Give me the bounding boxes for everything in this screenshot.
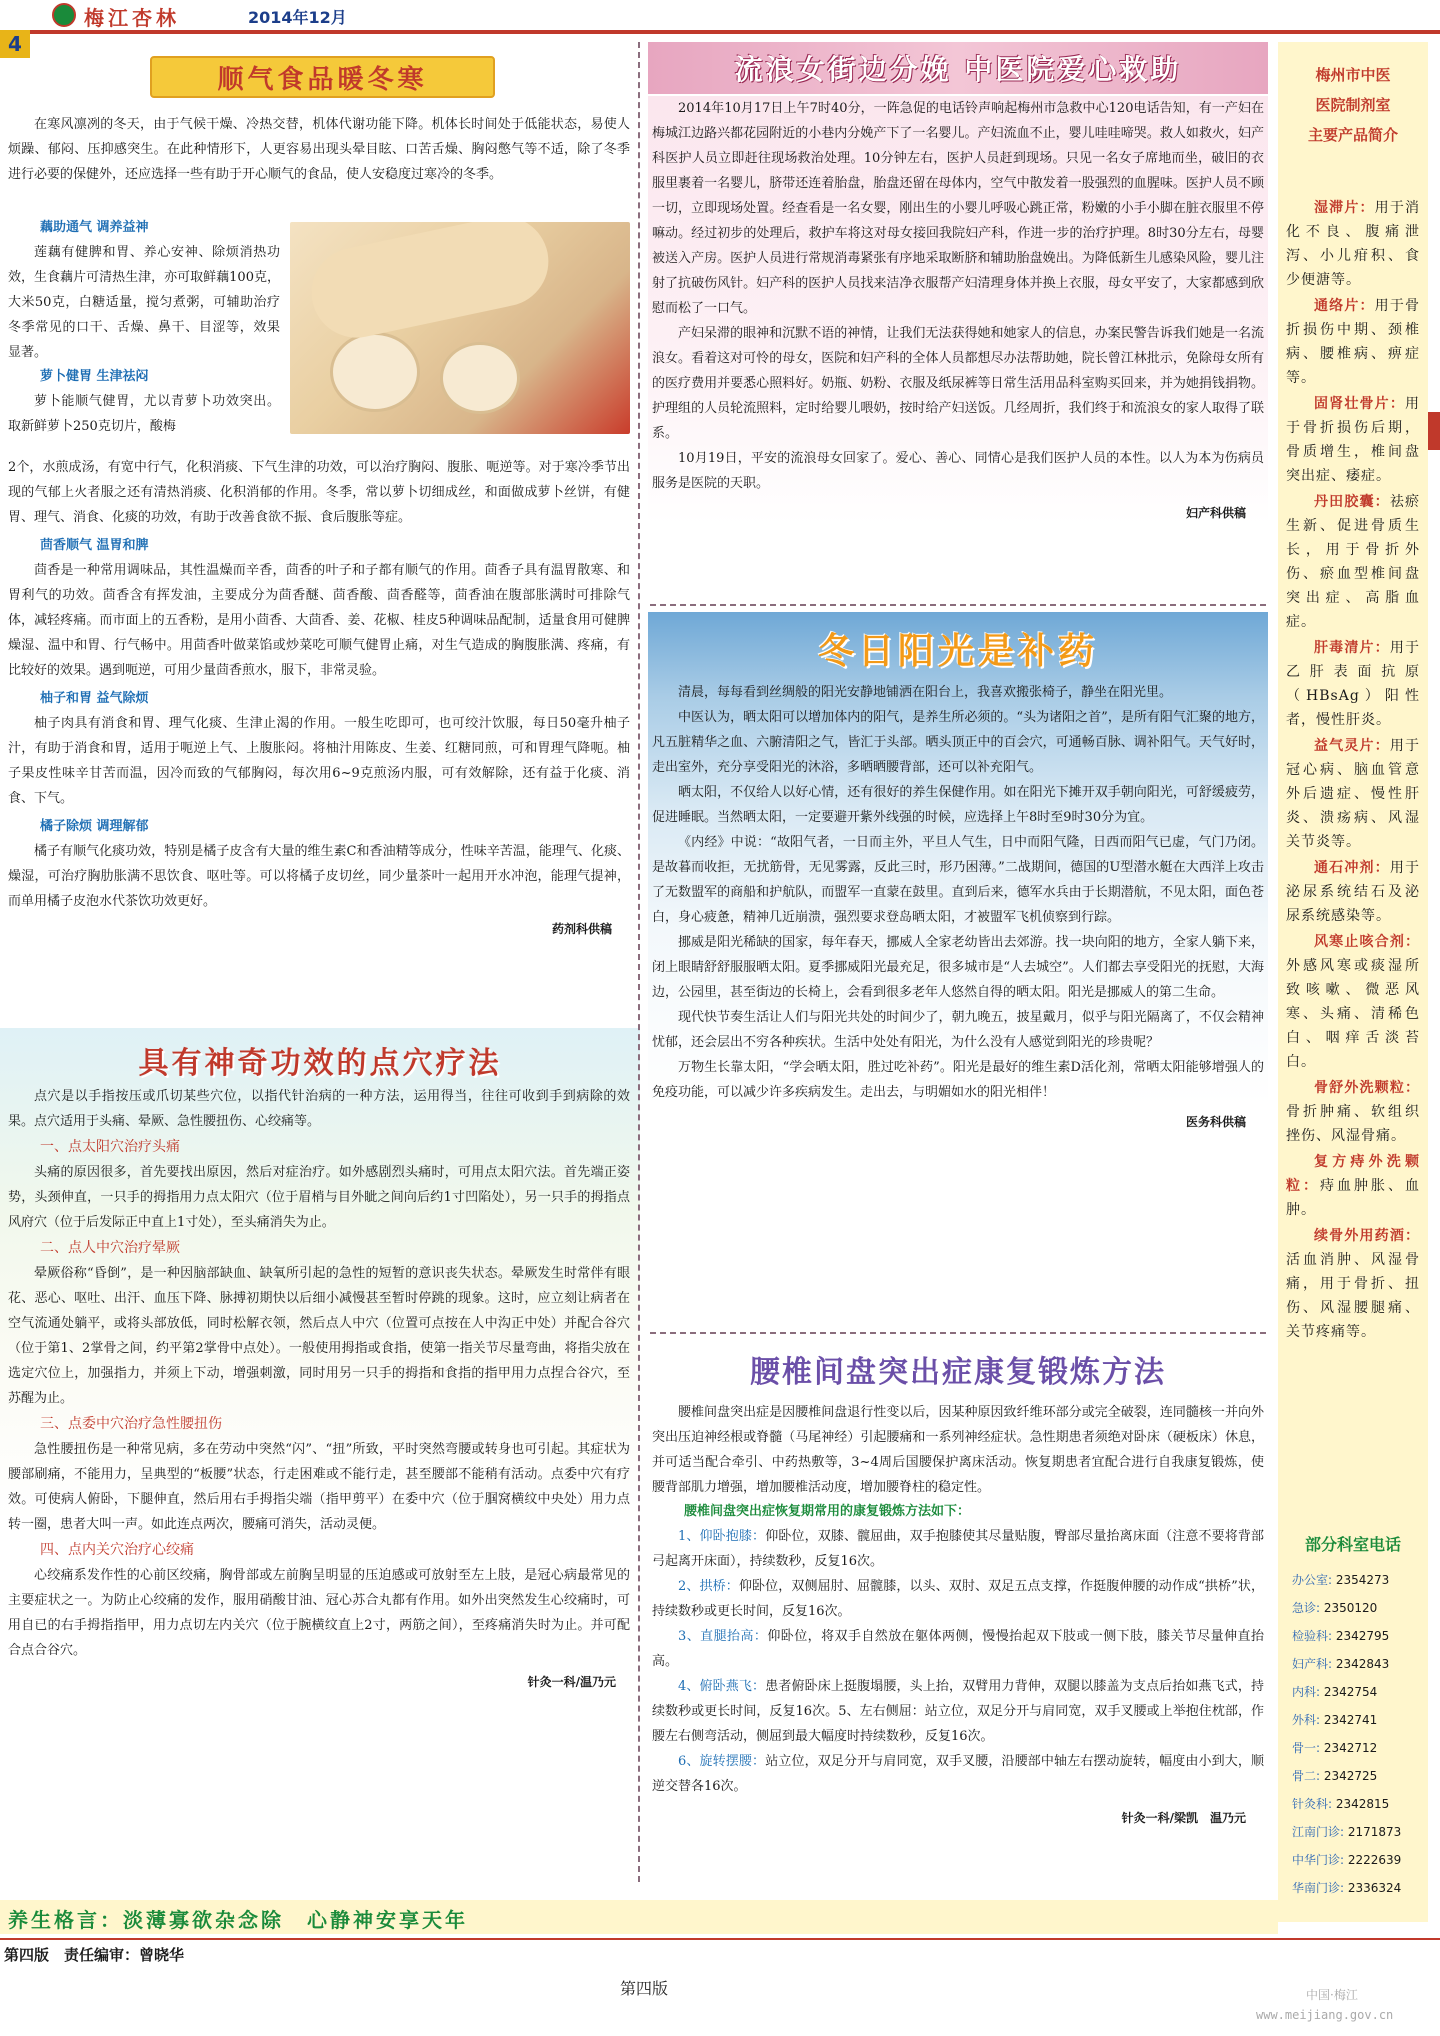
product-name: 续骨外用药酒： bbox=[1314, 1228, 1420, 1244]
phone-dept: 江南门诊: bbox=[1292, 1825, 1345, 1839]
product-desc: 用于消化不良、腹痛泄泻、小儿疳积、食少便溏等。 bbox=[1286, 200, 1421, 288]
footer-rule bbox=[0, 1938, 1440, 1940]
article3-credit: 妇产科供稿 bbox=[1185, 506, 1246, 520]
watermark-line2: www.meijiang.gov.cn bbox=[1256, 2008, 1394, 2022]
phone-number: 2342815 bbox=[1332, 1797, 1390, 1811]
article1-s3-body: 茴香是一种常用调味品，其性温燥而辛香，茴香的叶子和子都有顺气的作用。茴香子具有温胃散寒、和胃利气的功效。茴香含有挥发油，主要成分为茴香醚、茴香酸、茴香醛等，茴香油在腹部胀满时可排除气体，减轻疼痛。而市面上的五香粉，是用小茴香、大茴香、姜、花椒、桂皮5种调味品配制，适量食用可健脾燥湿、温中和胃、行气畅中。用茴香叶做菜馅或炒菜吃可顺气健胃止痛，对生气造成的胸腹胀满、疼痛，有比较好的效果。遇到呃逆，可用少量茴香煎水，服下，非常灵验。 bbox=[8, 563, 630, 678]
product-item bbox=[1286, 856, 1420, 928]
product-item bbox=[1286, 1150, 1420, 1222]
phone-dept: 外科: bbox=[1292, 1713, 1321, 1727]
article5-body bbox=[652, 1400, 1264, 1829]
phone-number: 2171873 bbox=[1344, 1825, 1402, 1839]
article1-s4-body: 柚子肉具有消食和胃、理气化痰、生津止渴的作用。一般生吃即可，也可绞汁饮服，每日50毫升柚子汁，有助于消食和胃，适用于呃逆上气、上腹胀闷。将柚汁用陈皮、生姜、红糖同煎，可和胃理气降呃。柚子果皮性味辛甘苦而温，因冷而致的气郁胸闷，每次用6~9克煎汤内服，可有效解除，还有益于化痰、消食、下气。 bbox=[8, 716, 630, 806]
product-name: 益气灵片： bbox=[1314, 738, 1390, 754]
product-item bbox=[1286, 490, 1420, 634]
phone-number: 2342754 bbox=[1320, 1685, 1378, 1699]
product-list bbox=[1278, 150, 1428, 1344]
article4-separator bbox=[650, 1332, 1266, 1334]
product-item bbox=[1286, 196, 1420, 292]
lotus-slice-icon bbox=[440, 342, 520, 414]
article1-sub1: 藕助通气 调养益神 bbox=[40, 220, 149, 235]
phone-row bbox=[1292, 1762, 1422, 1790]
phone-number: 2336324 bbox=[1344, 1881, 1402, 1895]
product-desc: 用于泌尿系统结石及泌尿系统感染等。 bbox=[1286, 860, 1421, 924]
product-desc: 骨折肿痛、软组织挫伤、风湿骨痛。 bbox=[1286, 1104, 1420, 1144]
product-name: 湿滞片： bbox=[1314, 200, 1375, 216]
motto-bar bbox=[0, 1900, 1278, 1934]
article1-sub3: 茴香顺气 温胃和脾 bbox=[40, 538, 149, 553]
article3-p2: 产妇呆滞的眼神和沉默不语的神情，让我们无法获得她和她家人的信息，办案民警告诉我们她是一名流浪女。看着这对可怜的母女，医院和妇产科的全体人员都想尽办法帮助她，院长曾江林批示，免除母女所有的医疗费用并要悉心照料好。奶瓶、奶粉、衣服及纸尿裤等日常生活用品科室购买回来，并为她捐钱捐物。护理组的人员轮流照料，定时给婴儿喂奶，按时给产妇送饭。几经周折，我们终于和流浪女的家人取得了联系。 bbox=[652, 326, 1264, 441]
product-sidebar bbox=[1278, 42, 1428, 1922]
product-name: 通络片： bbox=[1314, 298, 1375, 314]
phone-row bbox=[1292, 1678, 1422, 1706]
phone-row bbox=[1292, 1622, 1422, 1650]
article1-sub2: 萝卜健胃 生津祛闷 bbox=[40, 369, 149, 384]
phone-number: 2342843 bbox=[1332, 1657, 1390, 1671]
phone-number: 2354273 bbox=[1332, 1573, 1390, 1587]
product-item bbox=[1286, 734, 1420, 854]
product-desc: 祛瘀生新、促进骨质生长，用于骨折外伤、瘀血型椎间盘突出症、高脂血症。 bbox=[1286, 494, 1421, 630]
article3-banner bbox=[648, 42, 1268, 94]
article5-credit: 针灸一科/梁凯 温乃元 bbox=[1121, 1811, 1246, 1825]
phone-number: 2350120 bbox=[1320, 1601, 1378, 1615]
phone-dept: 骨一: bbox=[1292, 1741, 1321, 1755]
product-desc: 用于冠心病、脑血管意外后遗症、慢性肝炎、溃疡病、风湿关节炎等。 bbox=[1286, 738, 1421, 850]
product-name: 肝毒清片： bbox=[1314, 640, 1390, 656]
article3-separator bbox=[650, 604, 1266, 606]
phone-dept: 针灸科: bbox=[1292, 1797, 1333, 1811]
side-tab-marker bbox=[1428, 412, 1440, 450]
phone-dept: 妇产科: bbox=[1292, 1657, 1333, 1671]
phone-row bbox=[1292, 1706, 1422, 1734]
product-item bbox=[1286, 636, 1420, 732]
hospital-logo-icon bbox=[52, 3, 76, 27]
article4-title: 冬日阳光是补药 bbox=[817, 629, 1098, 672]
article2-h3: 三、点委中穴治疗急性腰扭伤 bbox=[40, 1416, 222, 1432]
product-name: 风寒止咳合剂： bbox=[1314, 934, 1420, 950]
article1-body2 bbox=[8, 455, 630, 940]
product-name: 复方痔外洗颗粒： bbox=[1286, 1154, 1420, 1194]
issue-date: 2014年12月 bbox=[248, 8, 347, 27]
phone-dept: 骨二: bbox=[1292, 1769, 1321, 1783]
phone-dept: 检验科: bbox=[1292, 1629, 1333, 1643]
article2-p2: 晕厥俗称“昏倒”，是一种因脑部缺血、缺氧所引起的急性的短暂的意识丧失状态。晕厥发生时常伴有眼花、恶心、呕吐、出汗、血压下降、脉搏初期快以后细小减慢甚至暂时停跳的现象。这时，应立刻让病者在空气流通处躺平，或将头部放低，同时松解衣领，然后点人中穴（位置可点按在人中沟正中处）并配合谷穴（位于第1、2掌骨之间，约平第2掌骨中点处）。一般使用拇指或食指，使第一指关节尽量弯曲，将指尖放在选定穴位上，加强指力，并须上下动，增强刺激，同时用另一只手的拇指和食指的指甲用力点捏合谷穴，至苏醒为止。 bbox=[8, 1266, 630, 1406]
article5-p1: 腰椎间盘突出症是因腰椎间盘退行性变以后，因某种原因致纤维环部分或完全破裂，连同髓核一并向外突出压迫神经根或脊髓（马尾神经）引起腰痛和一系列神经症状。急性期患者须绝对卧床（硬板床）休息，并可适当配合牵引、中药热敷等，3~4周后国腰保护离床活动。恢复期患者宜配合进行自我康复锻炼，使腰背部肌力增强，增加腰椎活动度，增加腰脊柱的稳定性。 bbox=[652, 1405, 1264, 1495]
phone-row bbox=[1292, 1790, 1422, 1818]
article5-ex4: 4、俯卧燕飞：患者俯卧床上挺腹塌腰，头上抬，双臂用力背伸，双腿以膝盖为支点后抬如燕飞式，持续数秒或更长时间，反复16次。5、左右侧屈：站立位，双足分开与肩同宽，双手叉腰或上举抱住枕部，作腰左右侧弯活动，侧屈到最大幅度时持续数秒，反复16次。 bbox=[652, 1679, 1264, 1744]
sidebar-org1: 梅州市中医 bbox=[1315, 66, 1391, 84]
article2-box bbox=[0, 1028, 640, 1850]
phone-dept: 急诊: bbox=[1292, 1601, 1321, 1615]
product-desc: 痔血肿胀、血肿。 bbox=[1286, 1178, 1420, 1218]
product-desc: 用于骨折损伤后期，骨质增生，椎间盘突出症、痿症。 bbox=[1286, 396, 1420, 484]
article1-sub4: 柚子和胃 益气除烦 bbox=[40, 691, 149, 706]
article1-body bbox=[8, 112, 630, 187]
column-divider bbox=[638, 42, 640, 1882]
article5-ex1: 1、仰卧抱膝：仰卧位，双膝、髋屈曲，双手抱膝使其尽量贴腹，臀部尽量抬离床面（注意不要将背部弓起离开床面），持续数秒，反复16次。 bbox=[652, 1529, 1264, 1569]
article5-box bbox=[648, 1340, 1268, 1880]
article4-p7: 万物生长靠太阳，“学会晒太阳，胜过吃补药”。阳光是最好的维生素D活化剂，常晒太阳能够增强人的免疫功能，可以减少许多疾病发生。走出去，与明媚如水的阳光相伴！ bbox=[652, 1060, 1264, 1100]
article2-h2: 二、点人中穴治疗晕厥 bbox=[40, 1240, 180, 1256]
lotus-slice-icon bbox=[330, 332, 420, 412]
product-name: 骨舒外洗颗粒： bbox=[1314, 1080, 1420, 1096]
phone-row bbox=[1292, 1874, 1422, 1902]
article3-body bbox=[648, 96, 1268, 524]
phone-number: 2342795 bbox=[1332, 1629, 1390, 1643]
article1-s2-body-a: 萝卜能顺气健胃，尤以青萝卜功效突出。取新鲜萝卜250克切片，酸梅 bbox=[8, 394, 280, 434]
edition-line: 第四版 责任编审：曾晓华 bbox=[4, 1946, 185, 1964]
article2-credit: 针灸一科/温乃元 bbox=[527, 1675, 616, 1689]
watermark-line1: 中国·梅江 bbox=[1306, 1988, 1358, 2002]
page-number-badge: 4 bbox=[0, 30, 30, 58]
phone-dept: 中华门诊: bbox=[1292, 1853, 1345, 1867]
phone-row bbox=[1292, 1846, 1422, 1874]
sidebar-heading: 主要产品简介 bbox=[1307, 126, 1398, 144]
product-item bbox=[1286, 930, 1420, 1074]
phone-number: 2342741 bbox=[1320, 1713, 1378, 1727]
phone-row bbox=[1292, 1818, 1422, 1846]
article1-intro: 在寒风凛冽的冬天，由于气候干燥、冷热交替，机体代谢功能下降。机体长时间处于低能状态，易使人烦躁、郁闷、压抑感突生。在此种情形下，人更容易出现头晕目眩、口苦舌燥、胸闷憋气等不适，除了冬季进行必要的保健外，还应选择一些有助于开心顺气的食品，使人安稳度过寒冷的冬季。 bbox=[8, 117, 630, 182]
article3-title: 流浪女街边分娩 中医院爱心救助 bbox=[734, 53, 1182, 86]
phone-number: 2222639 bbox=[1344, 1853, 1402, 1867]
article3-p1: 2014年10月17日上午7时40分，一阵急促的电话铃声响起梅州市急救中心120电话告知，有一产妇在梅城江边路兴都花园附近的小巷内分娩产下了一名婴儿。产妇流血不止，婴儿哇哇啼哭。救人如救火，妇产科医护人员立即赶往现场救治处理。10分钟左右，医护人员赶到现场。只见一名女子席地而坐，破旧的衣服里裹着一名婴儿，脐带还连着胎盘，胎盘还留在母体内，空气中散发着一股强烈的血腥味。医护人员不顾一切，立即现场处置。经查看是一名女婴，刚出生的小婴儿呼吸心跳正常，粉嫩的小手小脚在脏衣服里不停嘛动。经过初步的处理后，救护车将这对母女接回我院妇产科，作进一步的治疗护理。8时30分左右，母婴被送入产房。医护人员进行常规消毒紧张有序地采取断脐和辅助胎盘娩出。为降低新生儿感染风险，婴儿注射了抗破伤风针。妇产科的医护人员找来洁净衣服帮产妇清理身体并换上衣服，母女平安了，大家都感到欣慰而松了一口气。 bbox=[652, 101, 1264, 316]
article1-credit: 药剂科供稿 bbox=[551, 922, 612, 936]
phone-row bbox=[1292, 1650, 1422, 1678]
masthead: 梅江杏林 bbox=[84, 6, 180, 30]
article1-sub5: 橘子除烦 调理解郁 bbox=[40, 819, 149, 834]
product-item bbox=[1286, 294, 1420, 390]
article4-p4: 《内经》中说：“故阳气者，一日而主外，平旦人气生，日中而阳气隆，日西而阳气已虚，气门乃闭。是故暮而收拒，无扰筋骨，无见雾露，反此三时，形乃困薄。”二战期间，德国的U型潜水艇在大西洋上攻击了无数盟军的商船和护航队，而盟军一直蒙在鼓里。直到后来，德军水兵由于长期潜航，不见太阳，面色苍白，身心疲惫，精神几近崩溃，强烈要求登岛晒太阳，才被盟军飞机侦察到行踪。 bbox=[652, 835, 1264, 925]
header-bar bbox=[0, 0, 1440, 30]
product-name: 固肾壮骨片： bbox=[1314, 396, 1405, 412]
article2-h1: 一、点太阳穴治疗头痛 bbox=[40, 1139, 180, 1155]
article1-s1-body: 莲藕有健脾和胃、养心安神、除烦消热功效，生食藕片可清热生津，亦可取鲜藕100克，大米50克，白糖适量，搅匀煮粥，可辅助治疗冬季常见的口干、舌燥、鼻干、目涩等，效果显著。 bbox=[8, 245, 280, 360]
article3-p3: 10月19日，平安的流浪母女回家了。爱心、善心、同情心是我们医护人员的本性。以人为本为伤病员服务是医院的天职。 bbox=[652, 451, 1264, 491]
article2-h4: 四、点内关穴治疗心绞痛 bbox=[40, 1542, 194, 1558]
phone-dept: 内科: bbox=[1292, 1685, 1321, 1699]
article5-sub: 腰椎间盘突出症恢复期常用的康复锻炼方法如下： bbox=[684, 1504, 971, 1519]
article4-p6: 现代快节奏生活让人们与阳光共处的时间少了，朝九晚五，披星戴月，似乎与阳光隔离了，不仅会精神忧郁，还会层出不穷各种疾状。生活中处处有阳光，为什么没有人感觉到阳光的珍贵呢？ bbox=[652, 1010, 1264, 1050]
article2-body bbox=[8, 1084, 630, 1693]
article1-s2-body-b: 2个，水煎成汤，有宽中行气，化积消痰、下气生津的功效，可以治疗胸闷、腹胀、呃逆等。对于寒冷季节出现的气郁上火者服之还有清热消痰、化积消郁的作用。冬季，常以萝卜切细成丝，和面做成萝卜丝饼，有健胃、理气、消食、化痰的功效，有助于改善食欲不振、食后腹胀等症。 bbox=[8, 460, 630, 525]
phone-number: 2342712 bbox=[1320, 1741, 1378, 1755]
product-desc: 用于乙肝表面抗原（HBsAg）阳性者，慢性肝炎。 bbox=[1286, 640, 1421, 728]
article1-col bbox=[8, 216, 280, 439]
phone-title: 部分科室电话 bbox=[1304, 1535, 1401, 1554]
product-name: 通石冲剂： bbox=[1314, 860, 1390, 876]
article2-title: 具有神奇功效的点穴疗法 bbox=[138, 1046, 502, 1081]
lotus-root-photo bbox=[290, 222, 630, 434]
phone-row bbox=[1292, 1566, 1422, 1594]
page-label: 第四版 bbox=[620, 1979, 669, 1998]
article4-box bbox=[648, 612, 1268, 1316]
phone-number: 2342725 bbox=[1320, 1769, 1378, 1783]
article1-s5-body: 橘子有顺气化痰功效，特别是橘子皮含有大量的维生素C和香油精等成分，性味辛苦温，能理气、化痰、燥湿，可治疗胸肋胀满不思饮食、呕吐等。可以将橘子皮切丝，同少量茶叶一起用开水冲泡，能理气提神，而单用橘子皮泡水代茶饮功效更好。 bbox=[8, 844, 630, 909]
article4-p2: 中医认为，晒太阳可以增加体内的阳气，是养生所必须的。“头为诸阳之首”，是所有阳气汇聚的地方，凡五脏精华之血、六腑清阳之气，皆汇于头部。晒头顶正中的百会穴，可通畅百脉、调补阳气。天气好时，走出室外，充分享受阳光的沐浴，多晒晒腰背部，还可以补充阳气。 bbox=[652, 710, 1264, 775]
product-desc: 活血消肿、风湿骨痛，用于骨折、扭伤、风湿腰腿痛、关节疼痛等。 bbox=[1286, 1252, 1420, 1340]
article5-ex2: 2、拱桥：仰卧位，双侧屈肘、屈髋膝，以头、双肘、双足五点支撑，作挺腹伸腰的动作成“拱桥”状，持续数秒或更长时间，反复16次。 bbox=[652, 1579, 1264, 1619]
product-desc: 用于骨折损伤中期、颈椎病、腰椎病、痹症等。 bbox=[1286, 298, 1421, 386]
article4-p1: 清晨，每每看到丝绸般的阳光安静地铺洒在阳台上，我喜欢搬张椅子，静坐在阳光里。 bbox=[678, 685, 1173, 700]
article4-body bbox=[652, 680, 1264, 1133]
phone-dept: 华南门诊: bbox=[1292, 1881, 1345, 1895]
product-desc: 外感风寒或痰湿所致咳嗽、微恶风寒、头痛、清稀色白、咽痒舌淡苔白。 bbox=[1286, 958, 1420, 1070]
product-item bbox=[1286, 392, 1420, 488]
sidebar-org2: 医院制剂室 bbox=[1315, 96, 1391, 114]
phone-row bbox=[1292, 1594, 1422, 1622]
article5-title: 腰椎间盘突出症康复锻炼方法 bbox=[750, 1355, 1166, 1390]
phone-dept: 办公室: bbox=[1292, 1573, 1333, 1587]
motto: 养生格言：淡薄寡欲杂念除 心静神安享天年 bbox=[8, 1908, 468, 1932]
article5-ex6: 6、旋转摆腰：站立位，双足分开与肩同宽，双手叉腰，沿腰部中轴左右摆动旋转，幅度由小到大，顺逆交替各16次。 bbox=[652, 1754, 1264, 1794]
article5-ex3: 3、直腿抬高：仰卧位，将双手自然放在躯体两侧，慢慢抬起双下肢或一侧下肢，膝关节尽量伸直抬高。 bbox=[652, 1629, 1264, 1669]
article2-intro: 点穴是以手指按压或爪切某些穴位，以指代针治病的一种方法，运用得当，往往可收到手到病除的效果。点穴适用于头痛、晕厥、急性腰扭伤、心绞痛等。 bbox=[8, 1089, 630, 1129]
phone-row bbox=[1292, 1734, 1422, 1762]
header-rule bbox=[0, 30, 1440, 34]
article1-title: 顺气食品暖冬寒 bbox=[150, 56, 495, 98]
article2-p4: 心绞痛系发作性的心前区绞痛，胸骨部或左前胸呈明显的压迫感或可放射至左上肢，是冠心病最常见的主要症状之一。为防止心绞痛的发作，服用硝酸甘油、冠心苏合丸都有作用。如外出突然发生心绞痛时，可用自已的右手拇指指甲，用力点切左内关穴（位于腕横纹直上2寸，两筋之间），至疼痛消失时为止。并可配合点合谷穴。 bbox=[8, 1568, 630, 1658]
article4-p3: 晒太阳，不仅给人以好心情，还有很好的养生保健作用。如在阳光下摊开双手朝向阳光，可舒缓疲劳，促进睡眠。当然晒太阳，一定要避开紫外线强的时候，应选择上午8时至9时30分为宜。 bbox=[652, 785, 1264, 825]
article4-credit: 医务科供稿 bbox=[1185, 1115, 1246, 1129]
article2-p3: 急性腰扭伤是一种常见病，多在劳动中突然“闪”、“扭”所致，平时突然弯腰或转身也可引起。其症状为腰部刷痛，不能用力，呈典型的“板腰”状态，行走困难或不能行走，甚至腰部不能稍有活动。点委中穴有疗效。可使病人俯卧，下腿伸直，然后用右手拇指尖端（指甲剪平）在委中穴（位于腘窝横纹中央处）用力点转一圈，患者大叫一声。如此连点两次，腰痛可消失，活动灵便。 bbox=[8, 1442, 630, 1532]
product-item bbox=[1286, 1076, 1420, 1148]
phone-list bbox=[1292, 1566, 1422, 1902]
product-item bbox=[1286, 1224, 1420, 1344]
article4-p5: 挪威是阳光稀缺的国家，每年春天，挪威人全家老幼皆出去郊游。找一块向阳的地方，全家人躺下来，闭上眼睛舒舒服服晒太阳。夏季挪威阳光最充足，很多城市是“人去城空”。人们都去享受阳光的抚慰，大海边，公园里，甚至街边的长椅上，会看到很多老年人悠然自得的晒太阳。阳光是挪威人的第二生命。 bbox=[652, 935, 1264, 1000]
article2-p1: 头痛的原因很多，首先要找出原因，然后对症治疗。如外感剧烈头痛时，可用点太阳穴法。首先端正姿势，头颈伸直，一只手的拇指用力点太阳穴（位于眉梢与目外眦之间向后约1寸凹陷处），另一只手的拇指点风府穴（位于后发际正中直上1寸处），至头痛消失为止。 bbox=[8, 1165, 630, 1230]
lotus-root-icon bbox=[303, 222, 556, 346]
product-name: 丹田胶囊： bbox=[1314, 494, 1390, 510]
